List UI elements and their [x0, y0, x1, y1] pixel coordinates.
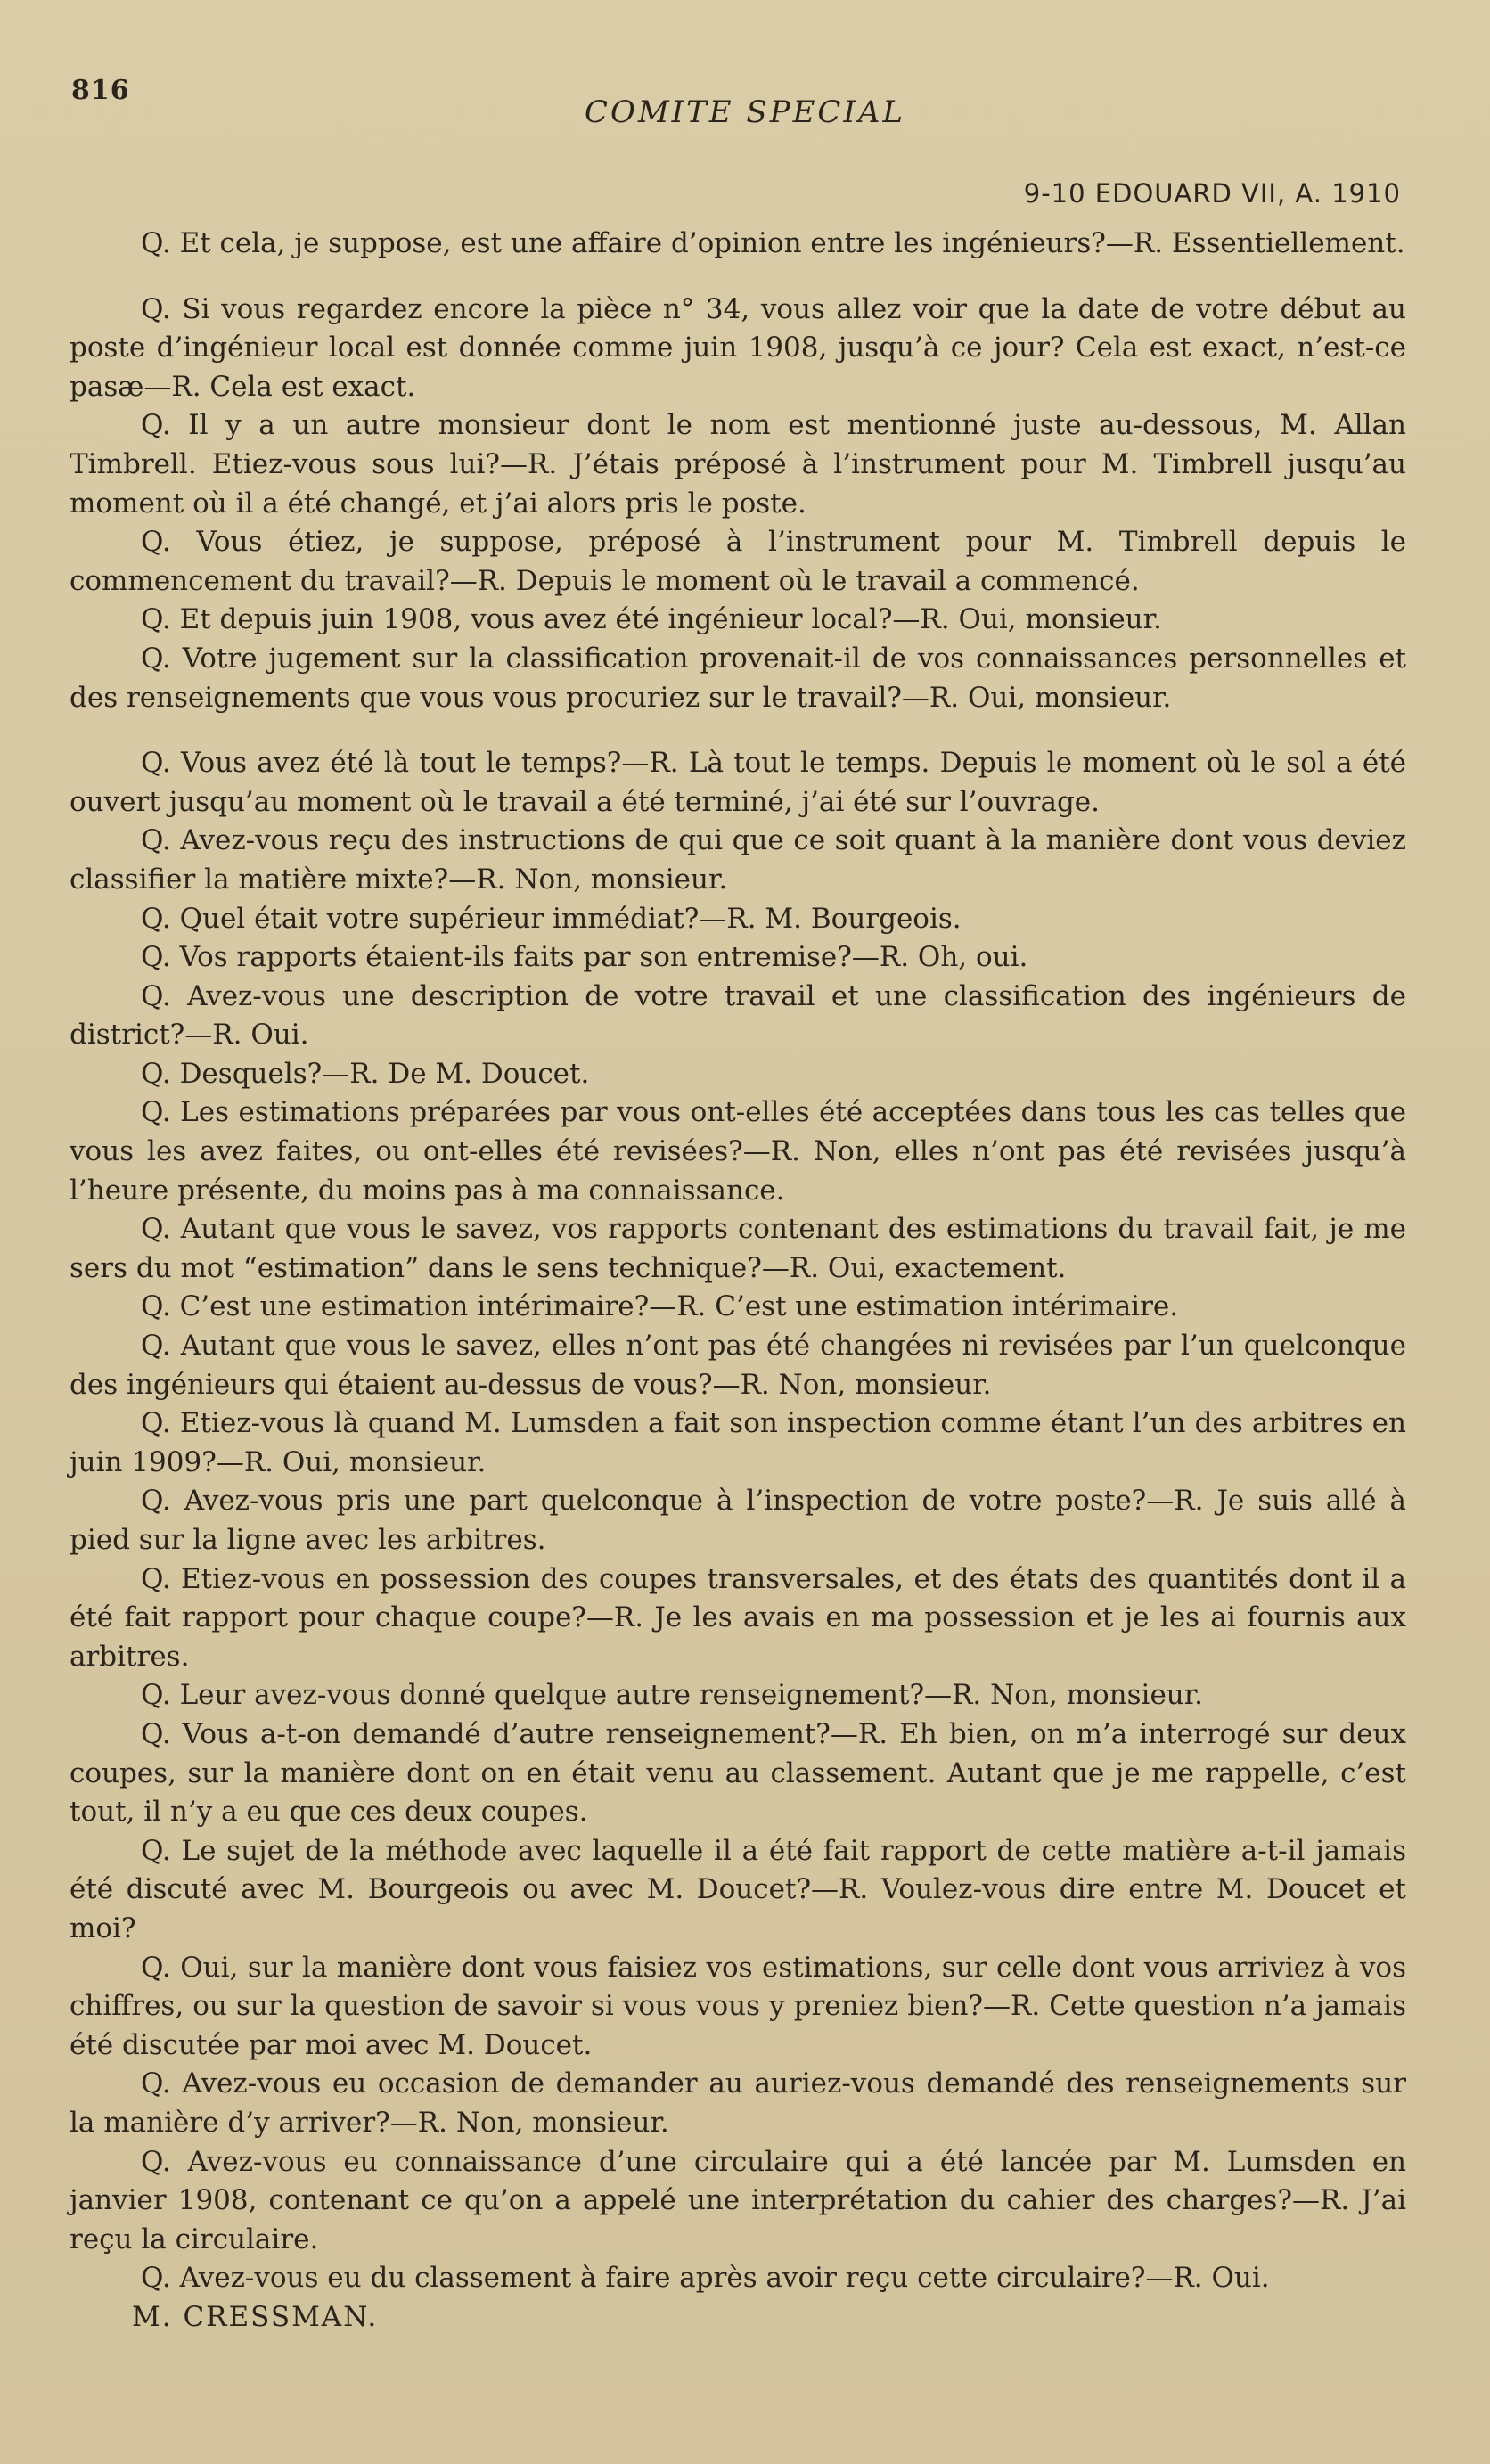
paragraph: Q. Quel était votre supérieur immédiat?—R. M. Bourgeois.: [141, 902, 962, 935]
paragraph: Q. C’est une estimation intérimaire?—R. C’est une estimation intérimaire.: [141, 1290, 1179, 1323]
session-reference: 9-10 EDOUARD VII, A. 1910: [1023, 178, 1401, 209]
paragraph: Q. Autant que vous le savez, elles n’ont pas été changées ni revisées par l’un quelconque des ingénieurs qui étaient au-dessus de vous?—R. Non, monsieur.: [70, 1330, 1406, 1401]
paragraph: Q. Etiez-vous là quand M. Lumsden a fait son inspection comme étant l’un des arbitres en juin 1909?—R. Oui, monsieur.: [70, 1407, 1406, 1478]
paragraph: Q. Les estimations préparées par vous ont-elles été acceptées dans tous les cas telles que vous les avez faites, ou ont-elles été revisées?—R. Non, elles n’ont pas été revisées jusqu’à l’heure présente, du moins pas à ma connaissance.: [70, 1096, 1406, 1207]
paragraph: Q. Et cela, je suppose, est une affaire d’opinion entre les ingénieurs?—R. Essentiellement.: [141, 227, 1405, 259]
paragraph: Q. Avez-vous reçu des instructions de qui que ce soit quant à la manière dont vous deviez classifier la matière mixte?—R. Non, monsieur.: [70, 824, 1406, 896]
body-text: [70, 225, 1406, 2337]
witness-signature: M. CRESSMAN.: [132, 2300, 379, 2333]
paragraph: Q. Vous a-t-on demandé d’autre renseignement?—R. Eh bien, on m’a interrogé sur deux coupes, sur la manière dont on en était venu au classement. Autant que je me rappelle, c’est tout, il n’y a eu que ces deux coupes.: [70, 1717, 1406, 1829]
paragraph: Q. Avez-vous eu connaissance d’une circulaire qui a été lancée par M. Lumsden en janvier 1908, contenant ce qu’on a appelé une interprétation du cahier des charges?—R. J’ai reçu la circulaire.: [70, 2145, 1406, 2255]
paragraph: Q. Il y a un autre monsieur dont le nom est mentionné juste au-dessous, M. Allan Timbrell. Etiez-vous sous lui?—R. J’étais préposé à l’instrument pour M. Timbrell jusqu’au moment où il a été changé, et j’ai alors pris le poste.: [70, 409, 1406, 520]
paragraph: Q. Etiez-vous en possession des coupes transversales, et des états des quantités dont il a été fait rapport pour chaque coupe?—R. Je les avais en ma possession et je les ai fournis aux arbitres.: [70, 1562, 1406, 1673]
paragraph: Q. Avez-vous eu du classement à faire après avoir reçu cette circulaire?—R. Oui.: [141, 2262, 1270, 2295]
page-number: 816: [71, 75, 130, 106]
paragraph: Q. Avez-vous eu occasion de demander au auriez-vous demandé des renseignements sur la manière d’y arriver?—R. Non, monsieur.: [70, 2067, 1406, 2139]
paragraph: Q. Si vous regardez encore la pièce n° 34, vous allez voir que la date de votre début au poste d’ingénieur local est donnée comme juin 1908, jusqu’à ce jour? Cela est exact, n’est-ce pasæ—R. Cela est exact.: [70, 292, 1406, 403]
paragraph: Q. Autant que vous le savez, vos rapports contenant des estimations du travail fait, je me sers du mot “estimation” dans le sens technique?—R. Oui, exactement.: [70, 1213, 1406, 1284]
paragraph: Q. Vos rapports étaient-ils faits par son entremise?—R. Oh, oui.: [141, 941, 1028, 974]
paragraph: Q. Oui, sur la manière dont vous faisiez vos estimations, sur celle dont vous arriviez à vos chiffres, ou sur la question de savoir si vous vous y preniez bien?—R. Cette question n’a jamais été discutée par moi avec M. Doucet.: [70, 1951, 1406, 2061]
paragraph: Q. Votre jugement sur la classification provenait-il de vos connaissances personnelles et des renseignements que vous vous procuriez sur le travail?—R. Oui, monsieur.: [70, 642, 1406, 714]
paragraph: Q. Leur avez-vous donné quelque autre renseignement?—R. Non, monsieur.: [141, 1679, 1204, 1712]
paragraph: Q. Vous avez été là tout le temps?—R. Là tout le temps. Depuis le moment où le sol a été ouvert jusqu’au moment où le travail a été terminé, j’ai été sur l’ouvrage.: [70, 747, 1406, 818]
paragraph: Q. Avez-vous une description de votre travail et une classification des ingénieurs de district?—R. Oui.: [70, 979, 1406, 1052]
paragraph: Q. Vous étiez, je suppose, préposé à l’instrument pour M. Timbrell depuis le commencement du travail?—R. Depuis le moment où le travail a commencé.: [70, 526, 1406, 597]
paragraph: Q. Avez-vous pris une part quelconque à l’inspection de votre poste?—R. Je suis allé à pied sur la ligne avec les arbitres.: [70, 1485, 1406, 1556]
paragraph: Q. Le sujet de la méthode avec laquelle il a été fait rapport de cette matière a-t-il jamais été discuté avec M. Bourgeois ou avec M. Doucet?—R. Voulez-vous dire entre M. Doucet et moi?: [70, 1834, 1406, 1944]
paragraph: Q. Et depuis juin 1908, vous avez été ingénieur local?—R. Oui, monsieur.: [141, 603, 1162, 636]
paragraph: Q. Desquels?—R. De M. Doucet.: [141, 1057, 590, 1090]
running-head: COMITE SPECIAL: [584, 94, 905, 130]
